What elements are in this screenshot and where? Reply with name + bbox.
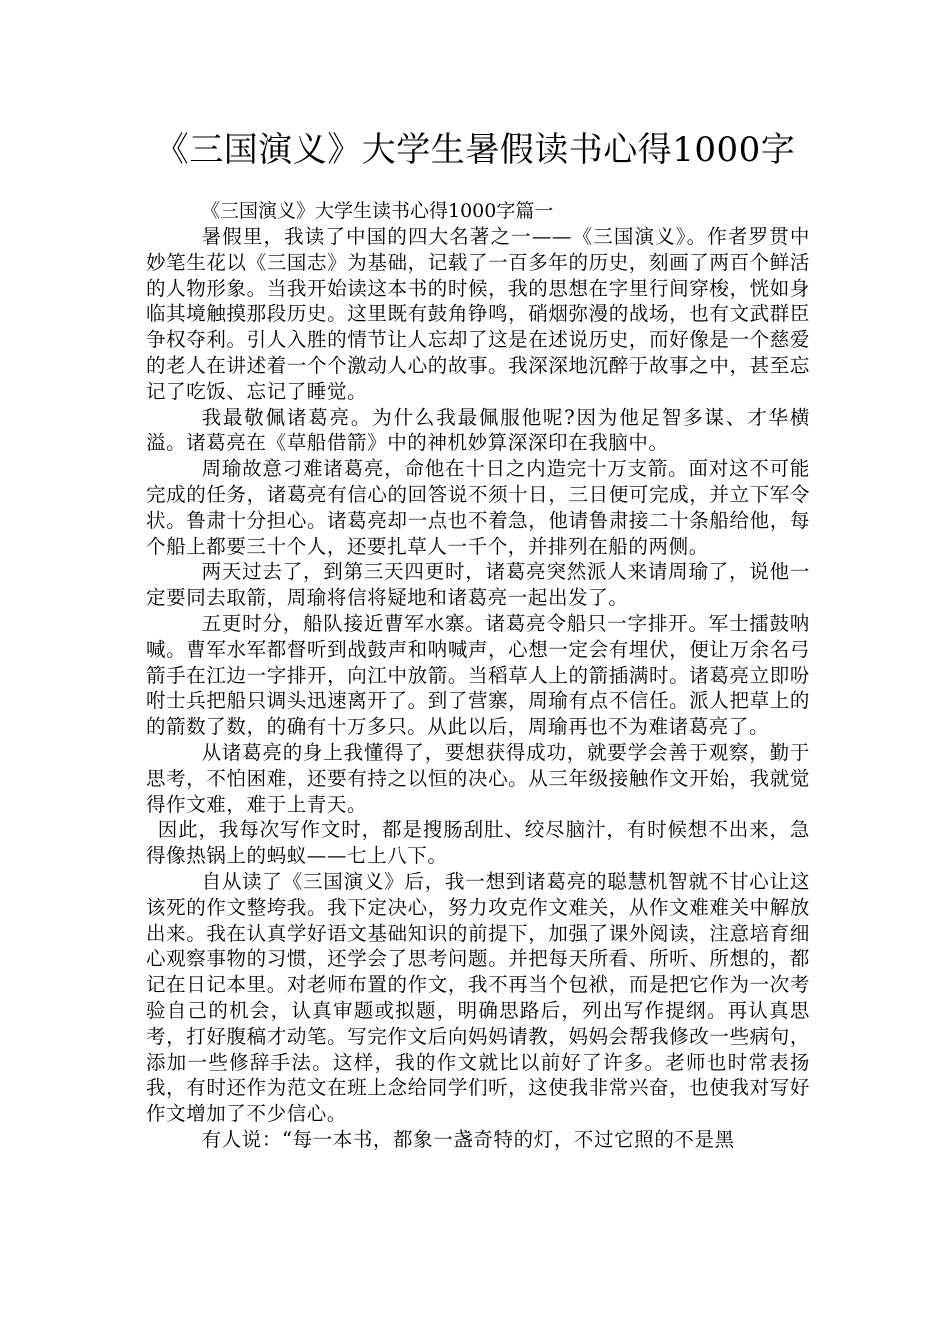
paragraph: 五更时分，船队接近曹军水寨。诸葛亮令船只一字排开。军士擂鼓呐喊。曹军水军都督听到战鼓声和呐喊声，心想一定会有埋伏，便让万余名弓箭手在江边一字排开，向江中放箭。当稻草人上的箭插满时。诸葛亮立即吩咐士兵把船只调头迅速离开了。到了营寨，周瑜有点不信任。派人把草上的的箭数了数，的确有十万多只。从此以后，周瑜再也不为难诸葛亮了。 bbox=[146, 611, 810, 739]
paragraph: 因此，我每次写作文时，都是搜肠刮肚、绞尽脑汁，有时候想不出来，急得像热锅上的蚂蚁——七上八下。 bbox=[146, 818, 810, 868]
paragraph: 从诸葛亮的身上我懂得了，要想获得成功，就要学会善于观察，勤于思考，不怕困难，还要有持之以恒的决心。从三年级接触作文开始，我就觉得作文难，难于上青天。 bbox=[146, 740, 810, 816]
paragraph: 周瑜故意刁难诸葛亮，命他在十日之内造完十万支箭。面对这不可能完成的任务，诸葛亮有信心的回答说不须十日，三日便可完成，并立下军令状。鲁肃十分担心。诸葛亮却一点也不着急，他请鲁肃接二十条船给他，每个船上都要三十个人，还要扎草人一千个，并排列在船的两侧。 bbox=[146, 457, 810, 558]
article-body bbox=[146, 198, 810, 1153]
paragraph: 有人说：“每一本书，都象一盏奇特的灯，不过它照的不是黑 bbox=[201, 1127, 735, 1151]
paragraph: 两天过去了，到第三天四更时，诸葛亮突然派人来请周瑜了，说他一定要同去取箭，周瑜将信将疑地和诸葛亮一起出发了。 bbox=[146, 560, 810, 610]
article-subtitle: 《三国演义》大学生读书心得1000字篇一 bbox=[201, 200, 554, 222]
page-title: 《三国演义》大学生暑假读书心得1000字 bbox=[154, 130, 796, 170]
paragraph: 自从读了《三国演义》后，我一想到诸葛亮的聪慧机智就不甘心让这该死的作文整垮我。我下定决心，努力攻克作文难关，从作文难难关中解放出来。我在认真学好语文基础知识的前提下，加强了课外阅读，注意培育细心观察事物的习惯，还学会了思考问题。并把每天所看、所听、所想的，都记在日记本里。对老师布置的作文，我不再当个包袱，而是把它作为一次考验自己的机会，认真审题或拟题，明确思路后，列出写作提纲。再认真思考，打好腹稿才动笔。写完作文后向妈妈请教，妈妈会帮我修改一些病句，添加一些修辞手法。这样，我的作文就比以前好了许多。老师也时常表扬我，有时还作为范文在班上念给同学们听，这使我非常兴奋，也使我对写好作文增加了不少信心。 bbox=[146, 869, 810, 1126]
paragraph: 暑假里，我读了中国的四大名著之一——《三国演义》。作者罗贯中妙笔生花以《三国志》为基础，记载了一百多年的历史，刻画了两百个鲜活的人物形象。当我开始读这本书的时候，我的思想在字里行间穿梭，恍如身临其境触摸那段历史。这里既有鼓角铮鸣，硝烟弥漫的战场，也有文武群臣争权夺利。引人入胜的情节让人忘却了这是在述说历史，而好像是一个慈爱的老人在讲述着一个个激动人心的故事。我深深地沉醉于故事之中，甚至忘记了吃饭、忘记了睡觉。 bbox=[146, 225, 810, 403]
paragraph: 我最敬佩诸葛亮。为什么我最佩服他呢?因为他足智多谋、才华横溢。诸葛亮在《草船借箭》中的神机妙算深深印在我脑中。 bbox=[146, 405, 810, 455]
